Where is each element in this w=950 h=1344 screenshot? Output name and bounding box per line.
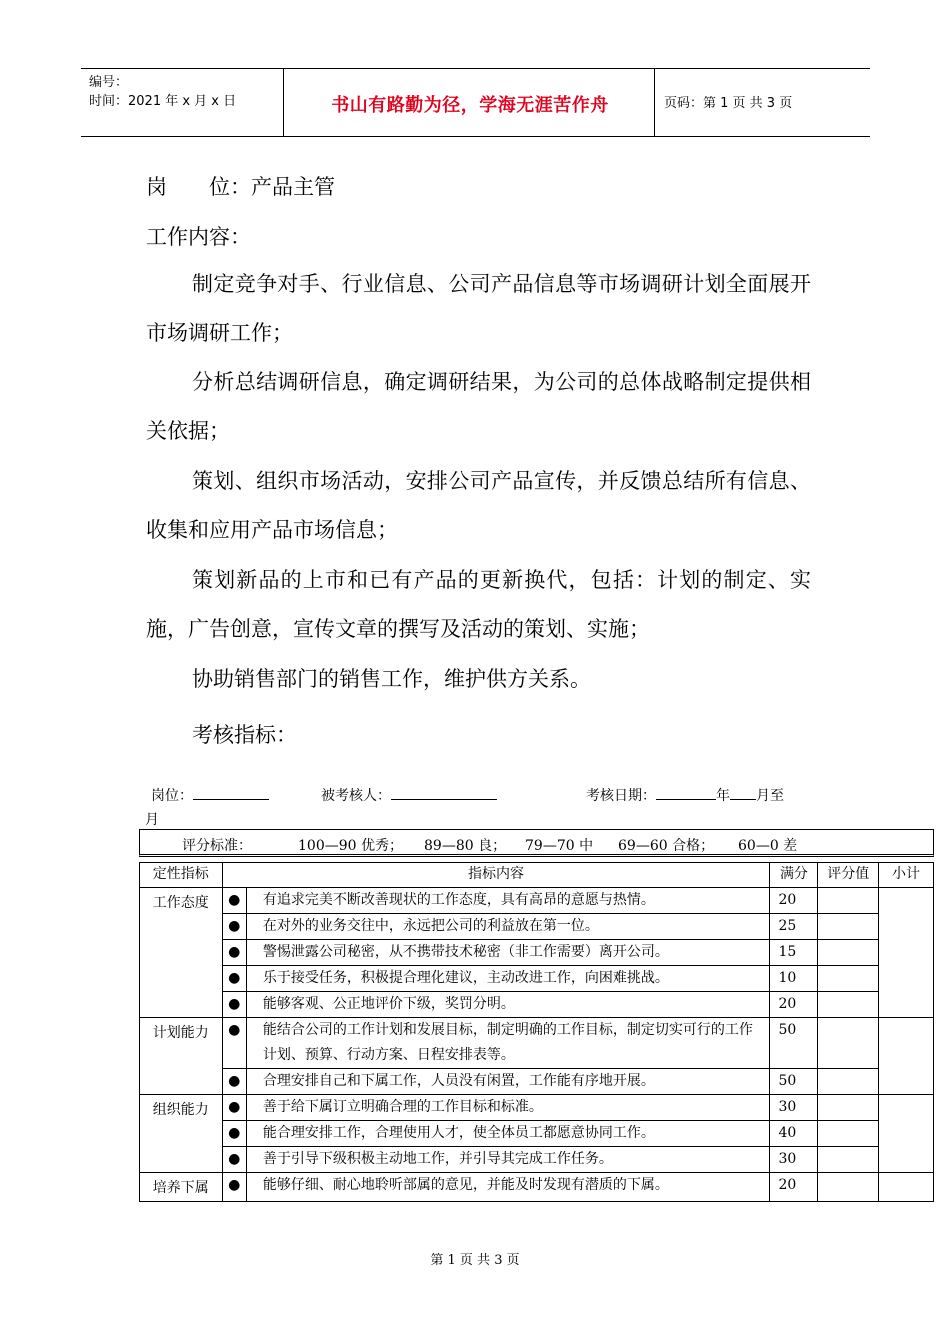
header-motto: 书山有路勤为径，学海无涯苦作舟: [331, 95, 609, 116]
evaluation-cell[interactable]: [818, 966, 879, 992]
bullet-icon: ●: [222, 1018, 246, 1069]
bullet-icon: ●: [222, 1069, 246, 1095]
score-pass: 69—60 合格；: [618, 838, 715, 854]
code-label: 编号：: [89, 75, 129, 90]
evaluation-cell[interactable]: [818, 888, 879, 914]
month-label: 月: [145, 812, 159, 828]
duty-paragraph: 策划、组织市场活动，安排公司产品宣传，并反馈总结所有信息、收集和应用产品市场信息；: [146, 469, 811, 542]
kpi-label: 考核指标：: [192, 723, 297, 747]
table-header-row: [140, 863, 934, 888]
table-row: [140, 966, 934, 992]
full-score-cell: 50: [770, 1018, 818, 1069]
duty-paragraph: 策划新品的上市和已有产品的更新换代，包括：计划的制定、实施，广告创意，宣传文章的撰写及活动的策划、实施；: [146, 568, 811, 641]
date-label: 考核日期：: [586, 788, 656, 804]
full-score-cell: 20: [770, 1173, 818, 1202]
header-divider: [283, 69, 284, 136]
evaluation-cell[interactable]: [818, 992, 879, 1018]
bullet-icon: ●: [222, 940, 246, 966]
month-to-label: 月至: [756, 788, 784, 804]
month-blank[interactable]: [730, 785, 756, 800]
category-cell: 组织能力: [140, 1095, 223, 1173]
indicator-text: 能合理安排工作，合理使用人才，使全体员工都愿意协同工作。: [246, 1121, 770, 1147]
evaluation-cell[interactable]: [818, 1173, 879, 1202]
scoring-standard-label: 评分标准：: [182, 838, 252, 854]
score-good: 89—80 良；: [424, 838, 507, 854]
subtotal-cell[interactable]: [879, 888, 934, 1018]
category-cell: 工作态度: [140, 888, 223, 1018]
bullet-icon: ●: [222, 1095, 246, 1121]
work-content-label: 工作内容：: [146, 225, 251, 249]
category-cell: 计划能力: [140, 1018, 223, 1095]
bullet-icon: ●: [222, 966, 246, 992]
full-score-cell: 10: [770, 966, 818, 992]
assessment-info: [151, 785, 269, 805]
indicator-text: 能够客观、公正地评价下级，奖罚分明。: [246, 992, 770, 1018]
header-subtotal: 小计: [879, 863, 934, 888]
page-header: [81, 68, 870, 137]
indicator-text: 善于给下属订立明确合理的工作目标和标准。: [246, 1095, 770, 1121]
indicator-text: 乐于接受任务，积极提合理化建议，主动改进工作，向困难挑战。: [246, 966, 770, 992]
bullet-icon: ●: [222, 914, 246, 940]
indicator-grid: [139, 862, 934, 1202]
category-cell: 培养下属: [140, 1173, 223, 1202]
header-content: 指标内容: [222, 863, 770, 888]
table-row: [140, 1095, 934, 1121]
assessee-label: 被考核人：: [321, 788, 391, 804]
indicator-text: 在对外的业务交往中，永远把公司的利益放在第一位。: [246, 914, 770, 940]
score-excellent: 100—90 优秀；: [298, 838, 403, 854]
header-evaluation: 评分值: [818, 863, 879, 888]
header-category: 定性指标: [140, 863, 223, 888]
scoring-standard-row: [139, 829, 934, 857]
evaluation-cell[interactable]: [818, 1121, 879, 1147]
full-score-cell: 40: [770, 1121, 818, 1147]
table-row: [140, 888, 934, 914]
table-row: [140, 940, 934, 966]
bullet-icon: ●: [222, 1147, 246, 1173]
indicator-text: 能够仔细、耐心地聆听部属的意见，并能及时发现有潜质的下属。: [246, 1173, 770, 1202]
evaluation-cell[interactable]: [818, 940, 879, 966]
subtotal-cell[interactable]: [879, 1095, 934, 1173]
full-score-cell: 20: [770, 992, 818, 1018]
duty-paragraph: 协助销售部门的销售工作，维护供方关系。: [192, 667, 591, 691]
header-page-info: 页码：第 1 页 共 3 页: [664, 96, 793, 111]
bullet-icon: ●: [222, 992, 246, 1018]
bullet-icon: ●: [222, 1121, 246, 1147]
bullet-icon: ●: [222, 1173, 246, 1202]
duty-paragraph: 分析总结调研信息，确定调研结果，为公司的总体战略制定提供相关依据；: [146, 370, 811, 443]
year-blank[interactable]: [656, 785, 716, 800]
indicator-text: 能结合公司的工作计划和发展目标，制定明确的工作目标，制定切实可行的工作计划、预算、行动方案、日程安排表等。: [246, 1018, 770, 1069]
evaluation-cell[interactable]: [818, 914, 879, 940]
year-label: 年: [716, 788, 730, 804]
indicator-text: 警惕泄露公司秘密，从不携带技术秘密（非工作需要）离开公司。: [246, 940, 770, 966]
full-score-cell: 15: [770, 940, 818, 966]
evaluation-cell[interactable]: [818, 1095, 879, 1121]
date-info: [586, 785, 784, 805]
full-score-cell: 30: [770, 1147, 818, 1173]
position-blank[interactable]: [193, 785, 269, 800]
bullet-icon: ●: [222, 888, 246, 914]
full-score-cell: 20: [770, 888, 818, 914]
full-score-cell: 50: [770, 1069, 818, 1095]
table-row: [140, 1147, 934, 1173]
evaluation-cell[interactable]: [818, 1018, 879, 1069]
page-footer: 第 1 页 共 3 页: [430, 1253, 520, 1268]
full-score-cell: 30: [770, 1095, 818, 1121]
evaluation-cell[interactable]: [818, 1069, 879, 1095]
duty-paragraph: 制定竞争对手、行业信息、公司产品信息等市场调研计划全面展开市场调研工作；: [146, 272, 811, 345]
indicator-text: 有追求完美不断改善现状的工作态度，具有高昂的意愿与热情。: [246, 888, 770, 914]
table-row: [140, 1121, 934, 1147]
table-row: [140, 1173, 934, 1202]
subtotal-cell[interactable]: [879, 1018, 934, 1095]
position-field-label: 岗位：: [151, 788, 193, 804]
table-row: [140, 1069, 934, 1095]
indicator-text: 善于引导下级积极主动地工作，并引导其完成工作任务。: [246, 1147, 770, 1173]
table-row: [140, 914, 934, 940]
subtotal-cell[interactable]: [879, 1173, 934, 1202]
full-score-cell: 25: [770, 914, 818, 940]
header-divider: [654, 69, 655, 136]
header-full-score: 满分: [770, 863, 818, 888]
position-line: 岗 位：产品主管: [146, 175, 335, 199]
assessee-info: [321, 785, 497, 805]
indicator-text: 合理安排自己和下属工作，人员没有闲置，工作能有序地开展。: [246, 1069, 770, 1095]
evaluation-cell[interactable]: [818, 1147, 879, 1173]
table-row: [140, 992, 934, 1018]
assessee-blank[interactable]: [391, 785, 497, 800]
score-medium: 79—70 中: [525, 838, 594, 854]
score-poor: 60—0 差: [738, 838, 798, 854]
table-row: [140, 1018, 934, 1069]
time-label: 时间：2021 年 x 月 x 日: [89, 94, 237, 109]
header-left: [89, 73, 236, 111]
